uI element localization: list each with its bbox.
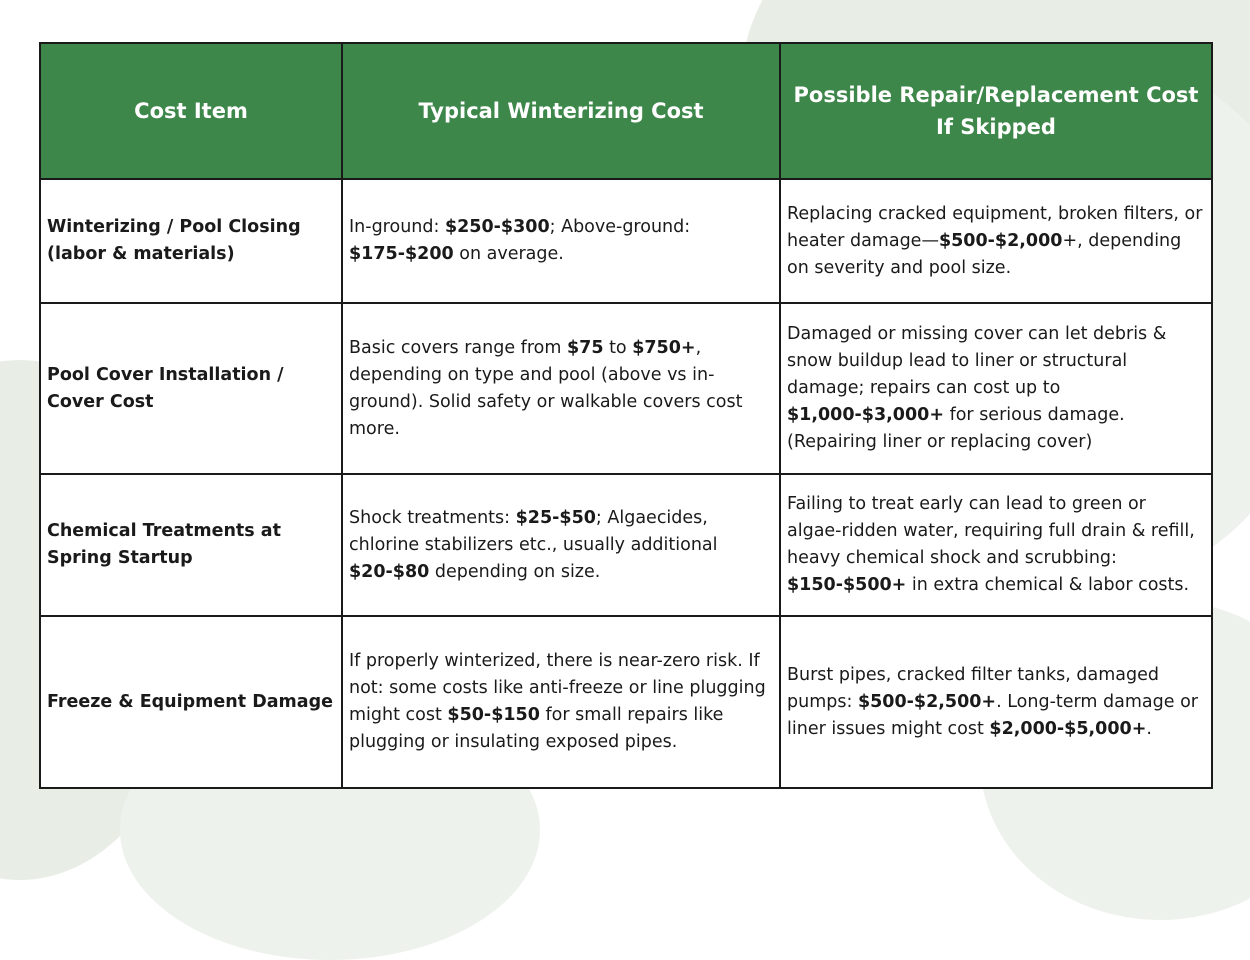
repair-cost-cell: Failing to treat early can lead to green or algae-ridden water, requiring full drain & refill, heavy chemical shock and scrubbing: $150-$500+ in extra chemical & labor costs. <box>780 474 1212 616</box>
table-header-row <box>40 43 1212 179</box>
repair-cost-cell: Burst pipes, cracked filter tanks, damaged pumps: $500-$2,500+. Long-term damage or liner issues might cost $2,000-$5,000+. <box>780 616 1212 788</box>
cost-item-cell: Chemical Treatments at Spring Startup <box>40 474 342 616</box>
table-row <box>40 616 1212 788</box>
cost-item-cell: Pool Cover Installation / Cover Cost <box>40 303 342 474</box>
cost-item-cell: Freeze & Equipment Damage <box>40 616 342 788</box>
typical-cost-cell: In-ground: $250-$300; Above-ground: $175-$200 on average. <box>342 179 780 303</box>
repair-cost-cell: Replacing cracked equipment, broken filters, or heater damage—$500-$2,000+, depending on severity and pool size. <box>780 179 1212 303</box>
table-row <box>40 179 1212 303</box>
header-repair-cost: Possible Repair/Replacement Cost If Skipped <box>780 43 1212 179</box>
table-row <box>40 474 1212 616</box>
cost-item-cell: Winterizing / Pool Closing (labor & materials) <box>40 179 342 303</box>
typical-cost-cell: Basic covers range from $75 to $750+, depending on type and pool (above vs in-ground). Solid safety or walkable covers cost more. <box>342 303 780 474</box>
typical-cost-cell: Shock treatments: $25-$50; Algaecides, chlorine stabilizers etc., usually additional $20-$80 depending on size. <box>342 474 780 616</box>
repair-cost-cell: Damaged or missing cover can let debris & snow buildup lead to liner or structural damage; repairs can cost up to $1,000-$3,000+ for serious damage. (Repairing liner or replacing cover) <box>780 303 1212 474</box>
typical-cost-cell: If properly winterized, there is near-zero risk. If not: some costs like anti-freeze or line plugging might cost $50-$150 for small repairs like plugging or insulating exposed pipes. <box>342 616 780 788</box>
table-row <box>40 303 1212 474</box>
header-typical-cost: Typical Winterizing Cost <box>342 43 780 179</box>
cost-comparison-table <box>39 42 1213 789</box>
header-cost-item: Cost Item <box>40 43 342 179</box>
